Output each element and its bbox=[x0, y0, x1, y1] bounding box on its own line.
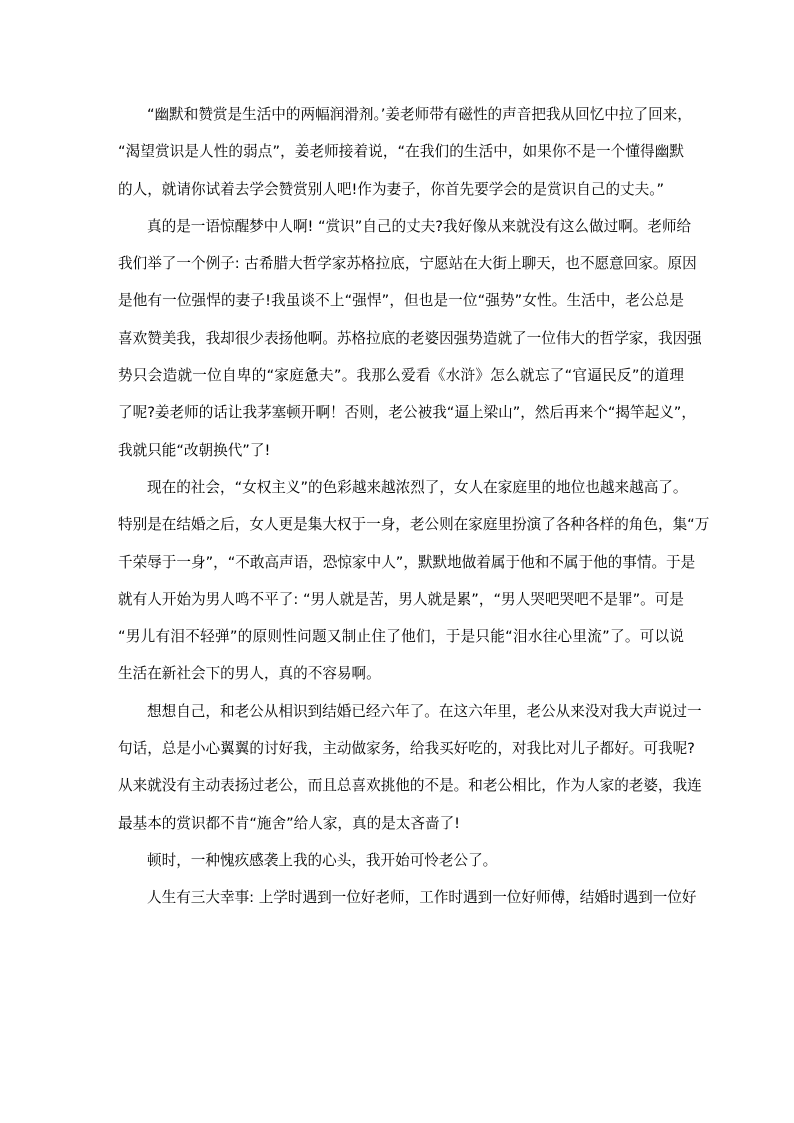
text-line: 势只会造就一位自卑的“家庭惫夫”。我那么爱看《水浒》怎么就忘了“官逼民反”的道理 bbox=[118, 367, 684, 385]
text-line: 我就只能“改朝换代”了! bbox=[118, 441, 271, 459]
text-line: 是他有一位强悍的妻子!我虽谈不上“强悍”，但也是一位“强势”女性。生活中，老公总是 bbox=[118, 292, 684, 310]
text-line: 现在的社会，“女权主义”的色彩越来越浓烈了，女人在家庭里的地位也越来越高了。 bbox=[147, 478, 688, 496]
text-line: “男儿有泪不轻弹”的原则性问题又制止住了他们，于是只能“泪水往心里流”了。可以说 bbox=[118, 628, 684, 646]
body-text bbox=[118, 96, 710, 917]
text-line: “渴望赏识是人性的弱点”，姜老师接着说，“在我们的生活中，如果你不是一个懂得幽默 bbox=[118, 143, 684, 161]
text-line: 了呢?姜老师的话让我茅塞顿开啊！否则，老公被我“逼上梁山”，然后再来个“揭竿起义”， bbox=[118, 404, 696, 422]
text-line: 顿时，一种愧疚感袭上我的心头，我开始可怜老公了。 bbox=[147, 851, 498, 869]
text-line: 的人，就请你试着去学会赞赏别人吧!作为妻子，你首先要学会的是赏识自己的丈夫。” bbox=[118, 180, 665, 198]
text-line: 我们举了一个例子: 古希腊大哲学家苏格拉底，宁愿站在大街上聊天，也不愿意回家。原因 bbox=[118, 255, 697, 273]
text-line: “幽默和赞赏是生活中的两幅润滑剂。’姜老师带有磁性的声音把我从回忆中拉了回来， bbox=[147, 106, 692, 123]
text-line: 特别是在结婚之后，女人更是集大权于一身，老公则在家庭里扮演了各种各样的角色，集“万 bbox=[118, 516, 710, 534]
text-line: 最基本的赏识都不肯“施舍”给人家，真的是太吝啬了! bbox=[118, 814, 461, 832]
text-line: 生活在新社会下的男人，真的不容易啊。 bbox=[118, 665, 381, 683]
text-line: 人生有三大幸事: 上学时遇到一位好老师，工作时遇到一位好师傅，结婚时遇到一位好 bbox=[147, 889, 697, 907]
text-line: 想想自己，和老公从相识到结婚已经六年了。在这六年里，老公从来没对我大声说过一 bbox=[147, 702, 702, 720]
text-line: 就有人开始为男人鸣不平了: “男人就是苦，男人就是累”，“男人哭吧哭吧不是罪”。可是 bbox=[118, 590, 684, 608]
text-line: 句话，总是小心翼翼的讨好我，主动做家务，给我买好吃的，对我比对儿子都好。可我呢? bbox=[118, 740, 695, 758]
text-line: 真的是一语惊醒梦中人啊! “赏识”自己的丈夫?我好像从来就没有这么做过啊。老师给 bbox=[147, 217, 692, 235]
text-line: 从来就没有主动表扬过老公，而且总喜欢挑他的不是。和老公相比，作为人家的老婆，我连 bbox=[118, 777, 702, 795]
text-line: 喜欢赞美我，我却很少表扬他啊。苏格拉底的老婆因强势造就了一位伟大的哲学家，我因强 bbox=[118, 329, 702, 347]
text-line: 千荣辱于一身”，“不敢高声语，恐惊家中人”，默默地做着属于他和不属于他的事情。于是 bbox=[118, 553, 696, 571]
